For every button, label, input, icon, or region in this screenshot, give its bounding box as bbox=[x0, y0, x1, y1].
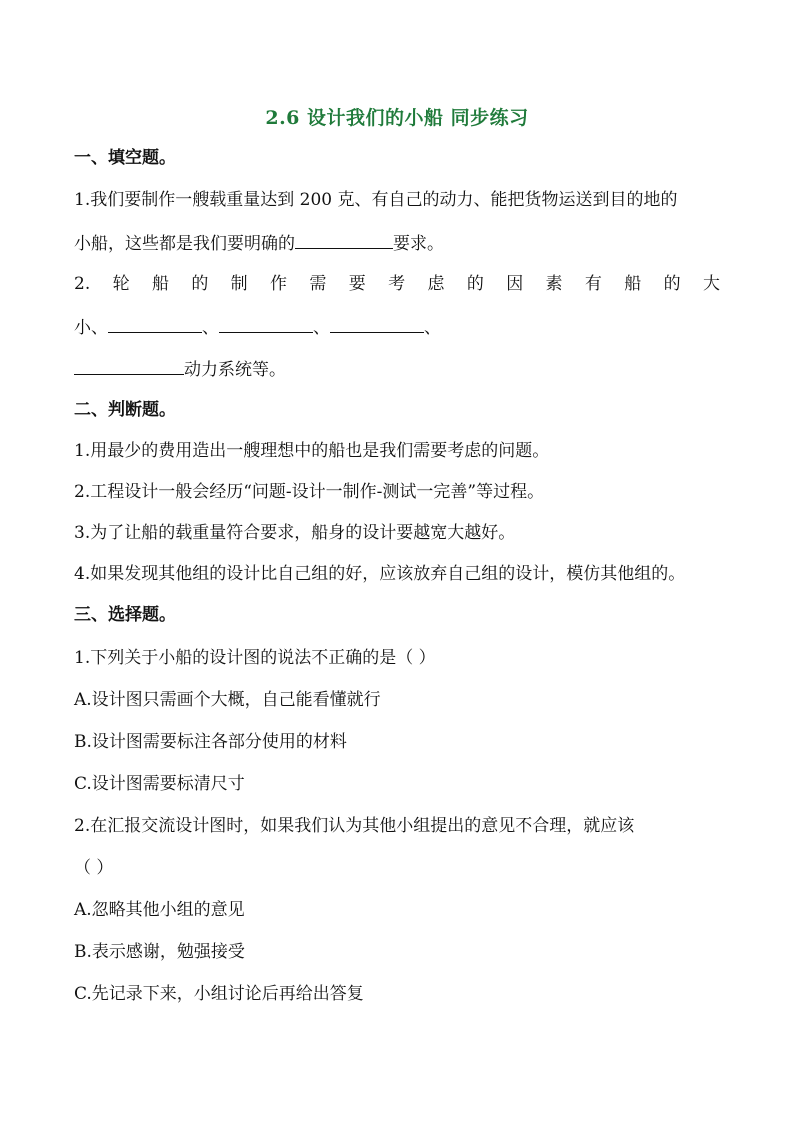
q1-line-2 bbox=[74, 230, 444, 256]
judge-item-1: 1.用最少的费用造出一艘理想中的船也是我们需要考虑的问题。 bbox=[74, 441, 550, 461]
judge-item-2: 2.工程设计一般会经历“问题-设计一制作-测试一完善”等过程。 bbox=[74, 482, 545, 502]
choice-q2-option-b: B.表示感谢，勉强接受 bbox=[74, 942, 245, 962]
section-heading-true-false: 二、判断题。 bbox=[74, 400, 176, 420]
q2-char: 的 bbox=[191, 274, 209, 294]
choice-q1-option-a: A.设计图只需画个大概，自己能看懂就行 bbox=[74, 690, 381, 710]
q1-text-b: 要求。 bbox=[393, 234, 444, 254]
q1-answer-blank[interactable] bbox=[295, 230, 393, 249]
q2-separator: 、 bbox=[424, 318, 441, 338]
q2-char: 有 bbox=[584, 274, 602, 294]
page-title: 2.6 设计我们的小船 同步练习 bbox=[265, 107, 529, 129]
q2-char: 制 bbox=[230, 274, 248, 294]
q2-char: 需 bbox=[309, 274, 327, 294]
q2-char: 船 bbox=[624, 274, 642, 294]
q2-text-a: 小、 bbox=[74, 318, 108, 338]
choice-q2-stem: 2.在汇报交流设计图时，如果我们认为其他小组提出的意见不合理，就应该 bbox=[74, 816, 635, 836]
q2-separator: 、 bbox=[313, 318, 330, 338]
q2-char: 大 bbox=[702, 274, 720, 294]
q2-answer-blank-4[interactable] bbox=[74, 356, 184, 375]
q2-line-3 bbox=[74, 356, 286, 382]
q2-char: 轮 bbox=[112, 274, 130, 294]
q2-answer-blank-3[interactable] bbox=[330, 314, 424, 333]
q2-separator: 、 bbox=[202, 318, 219, 338]
judge-item-4: 4.如果发现其他组的设计比自己组的好，应该放弃自己组的设计，模仿其他组的。 bbox=[74, 564, 686, 584]
section-heading-fill-blank: 一、填空题。 bbox=[74, 148, 176, 168]
choice-q1-option-b: B.设计图需要标注各部分使用的材料 bbox=[74, 732, 347, 752]
section-heading-choice: 三、选择题。 bbox=[74, 605, 176, 625]
q2-char: 素 bbox=[545, 274, 563, 294]
q1-text-a: 小船，这些都是我们要明确的 bbox=[74, 234, 295, 254]
q2-char: 船 bbox=[151, 274, 169, 294]
choice-q2-answer-paren: （ ） bbox=[74, 858, 114, 878]
choice-q1-option-c: C.设计图需要标清尺寸 bbox=[74, 774, 245, 794]
q2-char: 的 bbox=[663, 274, 681, 294]
q2-char: 因 bbox=[506, 274, 524, 294]
q2-answer-blank-2[interactable] bbox=[219, 314, 313, 333]
q2-char: 的 bbox=[466, 274, 484, 294]
q2-answer-blank-1[interactable] bbox=[108, 314, 202, 333]
q2-char: 作 bbox=[270, 274, 288, 294]
q2-char: 虑 bbox=[427, 274, 445, 294]
q2-char: 考 bbox=[388, 274, 406, 294]
judge-item-3: 3.为了让船的载重量符合要求，船身的设计要越宽大越好。 bbox=[74, 523, 516, 543]
q2-char: 2. bbox=[74, 274, 91, 294]
q2-char: 要 bbox=[348, 274, 366, 294]
choice-q2-option-c: C.先记录下来，小组讨论后再给出答复 bbox=[74, 984, 364, 1004]
q2-text-b: 动力系统等。 bbox=[184, 360, 286, 380]
q2-line-2 bbox=[74, 314, 441, 340]
q1-line-1: 1.我们要制作一艘载重量达到 200 克、有自己的动力、能把货物运送到目的地的 bbox=[74, 190, 678, 210]
choice-q1-stem: 1.下列关于小船的设计图的说法不正确的是（ ） bbox=[74, 648, 436, 668]
q2-line-1 bbox=[74, 272, 720, 296]
choice-q2-option-a: A.忽略其他小组的意见 bbox=[74, 900, 245, 920]
